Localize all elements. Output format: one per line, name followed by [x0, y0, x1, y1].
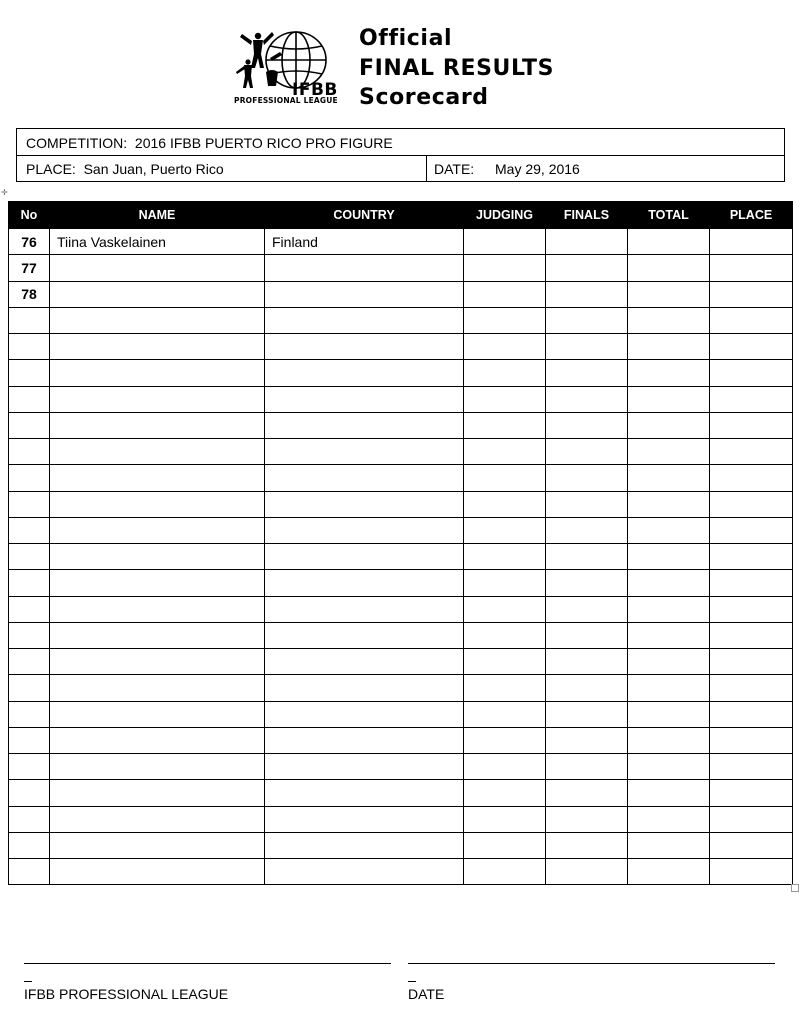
cell-total[interactable]	[628, 255, 710, 281]
cell-country[interactable]	[265, 649, 464, 675]
cell-country[interactable]	[265, 701, 464, 727]
cell-name[interactable]: Tiina Vaskelainen	[50, 229, 265, 255]
cell-name[interactable]	[50, 334, 265, 360]
cell-no[interactable]	[9, 596, 50, 622]
cell-judging[interactable]	[464, 229, 546, 255]
cell-place[interactable]	[710, 334, 793, 360]
cell-total[interactable]	[628, 832, 710, 858]
cell-no[interactable]	[9, 570, 50, 596]
cell-name[interactable]	[50, 754, 265, 780]
table-resize-handle[interactable]	[791, 884, 799, 892]
table-row	[9, 465, 793, 491]
cell-finals[interactable]	[546, 439, 628, 465]
cell-total[interactable]	[628, 570, 710, 596]
cell-judging[interactable]	[464, 544, 546, 570]
cell-judging[interactable]	[464, 439, 546, 465]
cell-judging[interactable]	[464, 491, 546, 517]
cell-place[interactable]	[710, 701, 793, 727]
cell-name[interactable]	[50, 360, 265, 386]
cell-total[interactable]	[628, 806, 710, 832]
table-row	[9, 832, 793, 858]
table-row	[9, 517, 793, 543]
cell-country[interactable]	[265, 517, 464, 543]
cell-name[interactable]	[50, 570, 265, 596]
cell-country[interactable]	[265, 727, 464, 753]
cell-country[interactable]	[265, 360, 464, 386]
cell-finals[interactable]	[546, 334, 628, 360]
cell-name[interactable]	[50, 439, 265, 465]
title-line-scorecard: Scorecard	[359, 85, 489, 110]
cell-total[interactable]	[628, 859, 710, 885]
cell-total[interactable]	[628, 360, 710, 386]
cell-finals[interactable]	[546, 360, 628, 386]
league-signature-tick	[24, 981, 32, 982]
cell-place[interactable]	[710, 360, 793, 386]
cell-total[interactable]	[628, 780, 710, 806]
cell-country[interactable]	[265, 806, 464, 832]
cell-no[interactable]	[9, 832, 50, 858]
cell-no[interactable]	[9, 859, 50, 885]
cell-place[interactable]	[710, 780, 793, 806]
cell-total[interactable]	[628, 649, 710, 675]
cell-total[interactable]	[628, 307, 710, 333]
cell-country[interactable]	[265, 780, 464, 806]
date-signature-line	[408, 963, 775, 964]
cell-finals[interactable]	[546, 596, 628, 622]
cell-place[interactable]	[710, 754, 793, 780]
cell-finals[interactable]	[546, 806, 628, 832]
cell-no[interactable]	[9, 334, 50, 360]
cell-total[interactable]	[628, 491, 710, 517]
cell-place[interactable]	[710, 727, 793, 753]
table-row	[9, 727, 793, 753]
cell-judging[interactable]	[464, 517, 546, 543]
cell-country[interactable]	[265, 596, 464, 622]
cell-judging[interactable]	[464, 806, 546, 832]
cell-name[interactable]	[50, 307, 265, 333]
cell-no[interactable]	[9, 675, 50, 701]
cell-country[interactable]	[265, 570, 464, 596]
table-row	[9, 596, 793, 622]
cell-total[interactable]	[628, 229, 710, 255]
cell-place[interactable]	[710, 832, 793, 858]
cell-no[interactable]	[9, 780, 50, 806]
cell-no[interactable]	[9, 360, 50, 386]
cell-finals[interactable]	[546, 622, 628, 648]
cell-no[interactable]	[9, 412, 50, 438]
cell-finals[interactable]	[546, 570, 628, 596]
cell-judging[interactable]	[464, 412, 546, 438]
table-row	[9, 229, 793, 255]
date-label: DATE:	[434, 161, 475, 177]
logo-wordmark: IFBB	[292, 80, 338, 100]
table-row	[9, 439, 793, 465]
cell-finals[interactable]	[546, 754, 628, 780]
cell-place[interactable]	[710, 255, 793, 281]
cell-name[interactable]	[50, 675, 265, 701]
cell-country[interactable]	[265, 255, 464, 281]
cell-name[interactable]	[50, 281, 265, 307]
cell-name[interactable]	[50, 701, 265, 727]
cell-name[interactable]	[50, 832, 265, 858]
table-row	[9, 570, 793, 596]
cell-total[interactable]	[628, 439, 710, 465]
cell-country[interactable]	[265, 412, 464, 438]
cell-no[interactable]: 76	[9, 229, 50, 255]
cell-total[interactable]	[628, 622, 710, 648]
cell-finals[interactable]	[546, 281, 628, 307]
cell-finals[interactable]	[546, 859, 628, 885]
column-header-country: COUNTRY	[265, 202, 464, 229]
cell-total[interactable]	[628, 412, 710, 438]
cell-place[interactable]	[710, 386, 793, 412]
column-header-total: TOTAL	[628, 202, 710, 229]
cell-place[interactable]	[710, 570, 793, 596]
cell-no[interactable]	[9, 491, 50, 517]
table-row	[9, 255, 793, 281]
cell-finals[interactable]	[546, 412, 628, 438]
cell-country[interactable]	[265, 281, 464, 307]
cell-finals[interactable]	[546, 491, 628, 517]
cell-total[interactable]	[628, 334, 710, 360]
table-row	[9, 386, 793, 412]
date-signature-tick	[408, 981, 416, 982]
cell-judging[interactable]	[464, 727, 546, 753]
cell-judging[interactable]	[464, 307, 546, 333]
cell-judging[interactable]	[464, 596, 546, 622]
cell-place[interactable]	[710, 622, 793, 648]
cell-name[interactable]	[50, 727, 265, 753]
cell-country[interactable]	[265, 334, 464, 360]
cell-place[interactable]	[710, 517, 793, 543]
competition-info-box	[16, 128, 785, 182]
cell-country[interactable]	[265, 491, 464, 517]
cell-no[interactable]	[9, 622, 50, 648]
cell-finals[interactable]	[546, 544, 628, 570]
table-row	[9, 675, 793, 701]
cell-no[interactable]	[9, 754, 50, 780]
cell-total[interactable]	[628, 675, 710, 701]
table-row	[9, 859, 793, 885]
cell-judging[interactable]	[464, 780, 546, 806]
column-header-place: PLACE	[710, 202, 793, 229]
cell-no[interactable]: 77	[9, 255, 50, 281]
cell-judging[interactable]	[464, 701, 546, 727]
cell-no[interactable]	[9, 701, 50, 727]
table-row	[9, 334, 793, 360]
cell-total[interactable]	[628, 517, 710, 543]
cell-place[interactable]	[710, 439, 793, 465]
cell-no[interactable]	[9, 439, 50, 465]
place-label: PLACE:	[26, 161, 76, 177]
table-row	[9, 544, 793, 570]
cell-country[interactable]	[265, 307, 464, 333]
date-value: May 29, 2016	[495, 161, 580, 177]
cell-place[interactable]	[710, 806, 793, 832]
table-row	[9, 649, 793, 675]
cell-finals[interactable]	[546, 386, 628, 412]
table-row	[9, 754, 793, 780]
cell-name[interactable]	[50, 465, 265, 491]
table-header-row	[9, 202, 793, 229]
table-move-handle-icon[interactable]: ✛	[1, 188, 8, 197]
cell-place[interactable]	[710, 675, 793, 701]
cell-judging[interactable]	[464, 281, 546, 307]
title-line-final-results: FINAL RESULTS	[359, 55, 555, 81]
table-row	[9, 780, 793, 806]
cell-finals[interactable]	[546, 727, 628, 753]
cell-total[interactable]	[628, 544, 710, 570]
cell-no[interactable]	[9, 307, 50, 333]
cell-total[interactable]	[628, 281, 710, 307]
cell-country[interactable]	[265, 544, 464, 570]
cell-name[interactable]	[50, 622, 265, 648]
cell-name[interactable]	[50, 491, 265, 517]
cell-place[interactable]	[710, 649, 793, 675]
cell-judging[interactable]	[464, 465, 546, 491]
column-header-finals: FINALS	[546, 202, 628, 229]
logo-subtitle: PROFESSIONAL LEAGUE	[234, 96, 338, 105]
cell-name[interactable]	[50, 255, 265, 281]
cell-finals[interactable]	[546, 517, 628, 543]
cell-name[interactable]	[50, 806, 265, 832]
table-row	[9, 307, 793, 333]
table-row	[9, 622, 793, 648]
cell-country[interactable]	[265, 754, 464, 780]
competition-label: COMPETITION:	[26, 135, 128, 151]
cell-total[interactable]	[628, 465, 710, 491]
column-header-no: No	[9, 202, 50, 229]
cell-no[interactable]	[9, 465, 50, 491]
table-row	[9, 491, 793, 517]
cell-judging[interactable]	[464, 386, 546, 412]
cell-finals[interactable]	[546, 780, 628, 806]
cell-judging[interactable]	[464, 859, 546, 885]
cell-no[interactable]	[9, 727, 50, 753]
cell-place[interactable]	[710, 544, 793, 570]
cell-total[interactable]	[628, 754, 710, 780]
cell-place[interactable]	[710, 465, 793, 491]
cell-finals[interactable]	[546, 465, 628, 491]
cell-finals[interactable]	[546, 307, 628, 333]
cell-place[interactable]	[710, 307, 793, 333]
cell-total[interactable]	[628, 386, 710, 412]
results-table	[8, 201, 793, 885]
cell-total[interactable]	[628, 701, 710, 727]
cell-name[interactable]	[50, 544, 265, 570]
cell-no[interactable]	[9, 544, 50, 570]
cell-name[interactable]	[50, 412, 265, 438]
cell-finals[interactable]	[546, 675, 628, 701]
table-row	[9, 701, 793, 727]
title-line-official: Official	[359, 26, 453, 51]
league-signature-line	[24, 963, 391, 964]
cell-place[interactable]	[710, 859, 793, 885]
cell-judging[interactable]	[464, 334, 546, 360]
place-date-row	[17, 156, 784, 182]
cell-name[interactable]	[50, 649, 265, 675]
cell-judging[interactable]	[464, 832, 546, 858]
place-cell	[17, 156, 427, 182]
cell-judging[interactable]	[464, 622, 546, 648]
cell-judging[interactable]	[464, 570, 546, 596]
league-signature-label: IFBB PROFESSIONAL LEAGUE	[24, 986, 229, 1002]
cell-name[interactable]	[50, 386, 265, 412]
cell-no[interactable]	[9, 649, 50, 675]
cell-country[interactable]	[265, 859, 464, 885]
cell-place[interactable]	[710, 491, 793, 517]
cell-judging[interactable]	[464, 754, 546, 780]
cell-name[interactable]	[50, 596, 265, 622]
place-value: San Juan, Puerto Rico	[83, 161, 224, 177]
cell-country[interactable]	[265, 832, 464, 858]
cell-no[interactable]	[9, 517, 50, 543]
cell-place[interactable]	[710, 596, 793, 622]
cell-finals[interactable]	[546, 255, 628, 281]
cell-total[interactable]	[628, 596, 710, 622]
cell-total[interactable]	[628, 727, 710, 753]
cell-place[interactable]	[710, 412, 793, 438]
column-header-name: NAME	[50, 202, 265, 229]
date-signature-label: DATE	[408, 986, 445, 1002]
cell-place[interactable]	[710, 229, 793, 255]
cell-finals[interactable]	[546, 832, 628, 858]
competition-row	[17, 129, 784, 156]
cell-country[interactable]	[265, 675, 464, 701]
cell-judging[interactable]	[464, 360, 546, 386]
table-row	[9, 360, 793, 386]
cell-finals[interactable]	[546, 701, 628, 727]
table-row	[9, 281, 793, 307]
cell-country[interactable]: Finland	[265, 229, 464, 255]
cell-no[interactable]	[9, 806, 50, 832]
cell-no[interactable]: 78	[9, 281, 50, 307]
cell-country[interactable]	[265, 386, 464, 412]
cell-country[interactable]	[265, 465, 464, 491]
results-table-body	[9, 229, 793, 885]
cell-country[interactable]	[265, 622, 464, 648]
table-row	[9, 412, 793, 438]
table-row	[9, 806, 793, 832]
cell-no[interactable]	[9, 386, 50, 412]
cell-name[interactable]	[50, 517, 265, 543]
competition-value: 2016 IFBB PUERTO RICO PRO FIGURE	[134, 135, 393, 151]
cell-judging[interactable]	[464, 255, 546, 281]
cell-judging[interactable]	[464, 675, 546, 701]
cell-name[interactable]	[50, 780, 265, 806]
cell-country[interactable]	[265, 439, 464, 465]
cell-place[interactable]	[710, 281, 793, 307]
column-header-judging: JUDGING	[464, 202, 546, 229]
page-title	[359, 24, 554, 113]
cell-finals[interactable]	[546, 229, 628, 255]
cell-judging[interactable]	[464, 649, 546, 675]
cell-finals[interactable]	[546, 649, 628, 675]
cell-name[interactable]	[50, 859, 265, 885]
